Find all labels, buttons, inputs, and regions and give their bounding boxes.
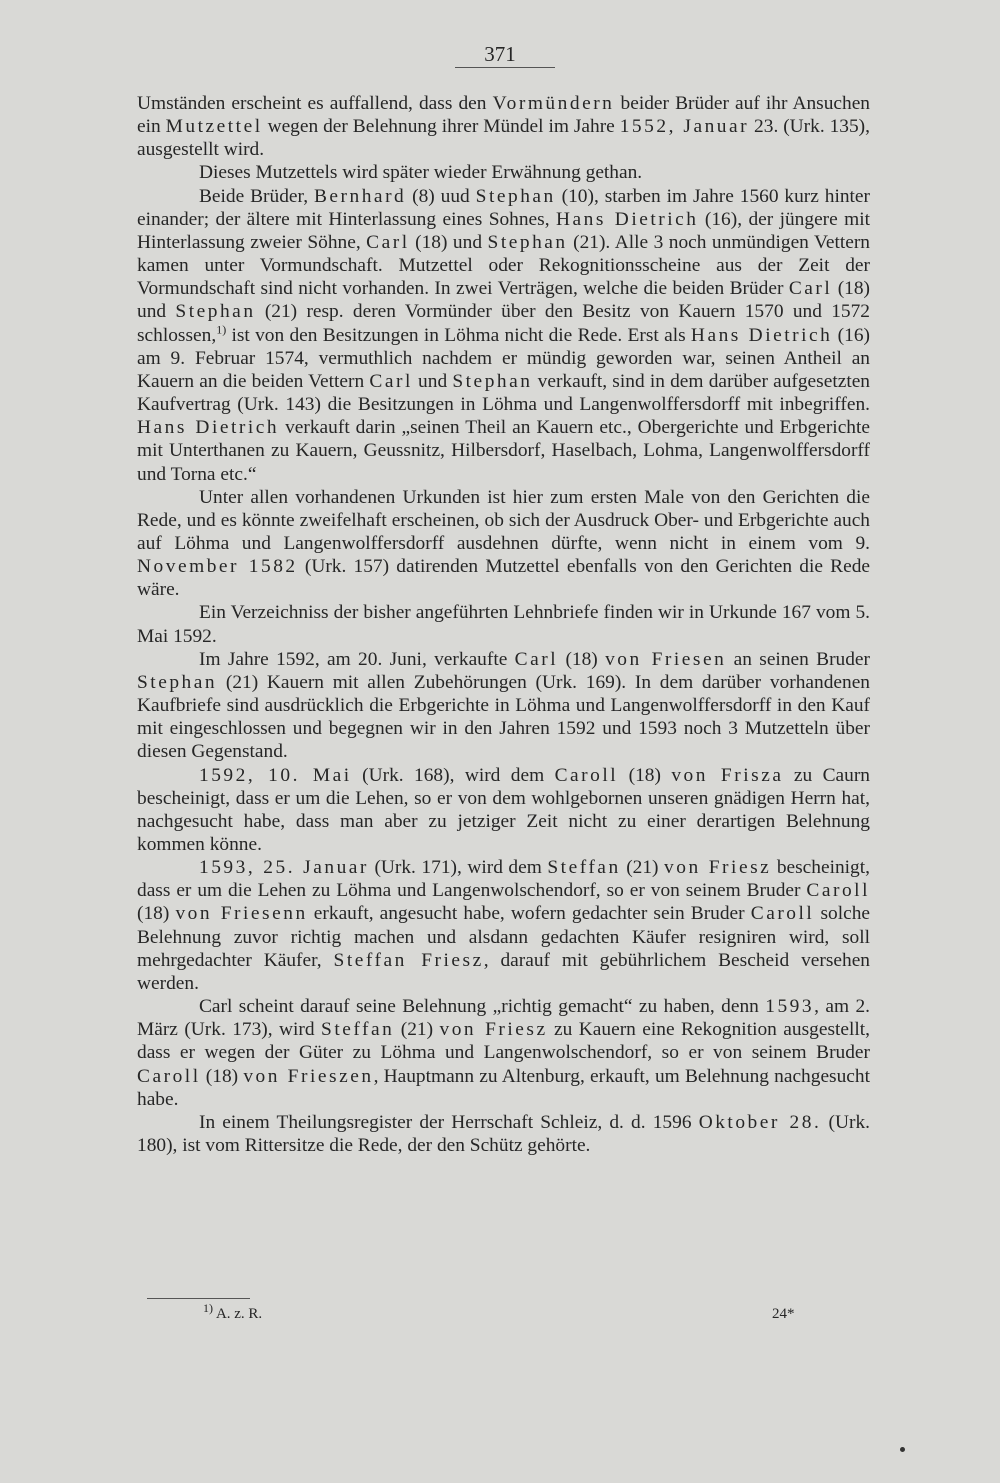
text-run: , darauf mit gebührlichem Bescheid versehen werden.: [137, 949, 870, 994]
page-number: 371: [484, 42, 516, 66]
paragraph: [137, 764, 870, 857]
spaced-name: Hans Dietrich: [555, 208, 699, 230]
text-run: (21): [620, 857, 665, 879]
spaced-name: von Friesz: [439, 1019, 548, 1041]
spaced-name: November 1582: [137, 556, 298, 578]
text-run: Dieses Mutzettels wird später wieder Erwähnung gethan.: [199, 162, 643, 184]
spaced-name: Hans Dietrich: [690, 324, 833, 346]
spaced-name: Carl: [366, 231, 410, 253]
text-run: verkauft darin „seinen Theil an Kauern etc., Obergerichte und Erbgerichte mit Unterthanen zu Kauern, Geussnitz, Hilbersdorf, Haselbach, Lohma, Langenwolffersdorff und Torna etc.“: [137, 417, 870, 485]
text-run: bescheinigt, dass er um die Lehen zu Löhma und Langenwolschendorf, so er von seinem Bruder: [137, 857, 870, 902]
text-run: (18): [200, 1065, 244, 1087]
text-run: Beide Brüder,: [199, 185, 314, 207]
paragraph: [137, 185, 870, 486]
footnote-ref: 1): [216, 322, 227, 337]
spaced-name: Stephan: [487, 231, 568, 253]
text-run: (16), der jüngere mit Hinterlassung zweier Söhne,: [137, 208, 870, 253]
spaced-name: Caroll: [806, 880, 870, 902]
text-run: (10), starben im Jahre 1560 kurz hinter einander; der ältere mit Hinterlassung eines Sohnes,: [137, 185, 870, 230]
text-run: ist von den Besitzungen in Löhma nicht die Rede. Erst als: [226, 324, 691, 346]
spaced-name: von Frisza: [671, 764, 784, 786]
spaced-name: 1593: [765, 996, 815, 1018]
spaced-name: Steffan Friesz: [333, 949, 484, 971]
body-text: [137, 92, 870, 1157]
spaced-name: Carl: [369, 370, 413, 392]
text-run: verkauft, sind in dem darüber aufgesetzten Kaufvertrag (Urk. 143) die Besitzungen in Löhma und Langenwolffersdorff mit inbegriffen.: [137, 370, 871, 416]
text-run: 23. (Urk. 135), ausgestellt wird.: [137, 116, 870, 161]
paragraph: [137, 92, 870, 161]
paragraph: [137, 856, 870, 995]
text-run: (21) resp. deren Vormünder über den Besitz von Kauern 1570 und 1572 schlossen,: [137, 301, 870, 346]
text-run: (8) uud: [406, 185, 476, 207]
text-run: , Hauptmann zu Altenburg, erkauft, um Belehnung nachgesucht habe.: [137, 1065, 870, 1110]
text-run: (16) am 9. Februar 1574, vermuthlich nachdem er mündig geworden war, seinen Antheil an Kauern an die beiden Vettern: [137, 324, 870, 392]
spaced-name: Bernhard: [313, 185, 407, 207]
footnote-marker: 1): [203, 1301, 213, 1315]
speck-mark: [900, 1447, 905, 1452]
footnote-rule: [147, 1298, 250, 1299]
spaced-name: Stephan: [175, 301, 256, 323]
spaced-name: Carl: [514, 648, 559, 670]
text-run: (18): [137, 903, 176, 925]
paragraph: [137, 995, 870, 1111]
text-run: zu Kauern eine Rekognition ausgestellt, dass er wegen der Güter zu Löhma und Langenwolschendorf, so er von seinem Bruder: [137, 1019, 870, 1064]
spaced-name: Carl: [788, 278, 833, 300]
text-run: (21). Alle 3 noch unmündigen Vettern kamen unter Vormundschaft. Mutzettel oder Rekognitionsscheine aus der Zeit der Vormundschaft sind nicht vorhanden. In zwei Verträgen, welche die beiden Brüder: [137, 231, 871, 300]
spaced-name: 1552, Januar: [619, 116, 750, 138]
spaced-name: 1593, 25. Januar: [199, 857, 369, 879]
text-run: (21) Kauern mit allen Zubehörungen (Urk. 169). In dem darüber vorhandenen Kaufbriefe sind ausdrücklich die Erbgerichte in Löhma und Langenwolffersdorff in den Kauf mit eingeschlossen und begegnen wir in den Jahren 1592 und 1593 noch 3 Mutzetteln über diesen Gegenstand.: [137, 671, 870, 763]
paragraph: [137, 648, 870, 764]
spaced-name: Hans Dietrich: [137, 417, 280, 439]
paragraph: [137, 1111, 870, 1157]
text-run: zu Caurn bescheinigt, dass er um die Lehen, so er von dem wohlgebornen unseren gnädigen Herrn hat, nachgesucht habe, dass man aber zu jetziger Zeit nicht zu einer derartigen Belehnung kommen könne.: [137, 764, 870, 855]
text-run: an seinen Bruder: [726, 648, 870, 670]
paragraph: [137, 486, 870, 602]
text-run: (Urk. 157) datirenden Mutzettel ebenfalls von den Gerichten die Rede wäre.: [137, 556, 870, 601]
spaced-name: Caroll: [750, 903, 815, 925]
spaced-name: Caroll: [137, 1065, 201, 1087]
spaced-name: Mutzettel: [165, 116, 263, 138]
sheet-signature: 24*: [772, 1306, 795, 1322]
text-run: (18): [558, 648, 606, 670]
text-run: Umständen erscheint es auffallend, dass den: [137, 93, 493, 114]
text-run: (Urk. 180), ist vom Rittersitze die Rede, der den Schütz gehörte.: [137, 1111, 870, 1157]
text-run: In einem Theilungsregister der Herrschaft Schleiz, d. d. 1596: [199, 1111, 699, 1133]
text-run: Im Jahre 1592, am 20. Juni, verkaufte: [199, 648, 515, 670]
spaced-name: Stephan: [452, 370, 533, 392]
text-run: solche Belehnung zuvor richtig machen und alsdann gedachten Käufer resigniren wird, soll mehrgedachter Käufer,: [137, 903, 870, 971]
header-rule: [455, 67, 555, 68]
paragraph: [137, 601, 870, 647]
spaced-name: Stephan: [137, 671, 218, 693]
footnote: [203, 1301, 263, 1323]
text-run: (18): [618, 764, 672, 786]
text-run: (Urk. 171), wird dem: [368, 857, 548, 879]
spaced-name: von Friesenn: [175, 903, 308, 925]
text-run: , am 2. März (Urk. 173), wird: [137, 996, 870, 1041]
paragraph: [137, 161, 870, 184]
text-run: erkauft, angesucht habe, wofern gedachter sein Bruder: [307, 903, 751, 925]
spaced-name: Steffan: [321, 1019, 395, 1041]
text-run: Unter allen vorhandenen Urkunden ist hier zum ersten Male von den Gerichten die Rede, und es könnte zweifelhaft erscheinen, ob sich der Ausdruck Ober- und Erbgerichte auch auf Löhma und Langenwolffersdorff ausdehnen dürfte, wenn nicht in einem vom 9.: [137, 486, 870, 554]
footnote-text: A. z. R.: [215, 1306, 263, 1322]
spaced-name: Stephan: [475, 185, 556, 207]
text-run: Ein Verzeichniss der bisher angeführten Lehnbriefe finden wir in Urkunde 167 vom 5. Mai 1592.: [137, 602, 870, 647]
spaced-name: Vormündern: [492, 93, 615, 114]
spaced-name: von Friesz: [664, 857, 772, 879]
spaced-name: 1592, 10. Mai: [199, 764, 352, 786]
spaced-name: von Friesen: [605, 648, 727, 670]
spaced-name: Caroll: [554, 764, 619, 786]
text-run: wegen der Belehnung ihrer Mündel im Jahre: [262, 116, 620, 138]
text-run: und: [412, 370, 453, 392]
text-run: beider Brüder auf ihr Ansuchen ein: [137, 93, 871, 138]
spaced-name: Oktober 28.: [698, 1111, 822, 1133]
spaced-name: von Frieszen: [243, 1065, 374, 1087]
spaced-name: Steffan: [547, 857, 621, 879]
text-run: (18) und: [409, 231, 488, 253]
text-run: (18) und: [137, 278, 870, 323]
text-run: (21): [394, 1019, 440, 1041]
text-run: Carl scheint darauf seine Belehnung „richtig gemacht“ zu haben, denn: [199, 996, 766, 1018]
text-run: (Urk. 168), wird dem: [351, 764, 555, 786]
